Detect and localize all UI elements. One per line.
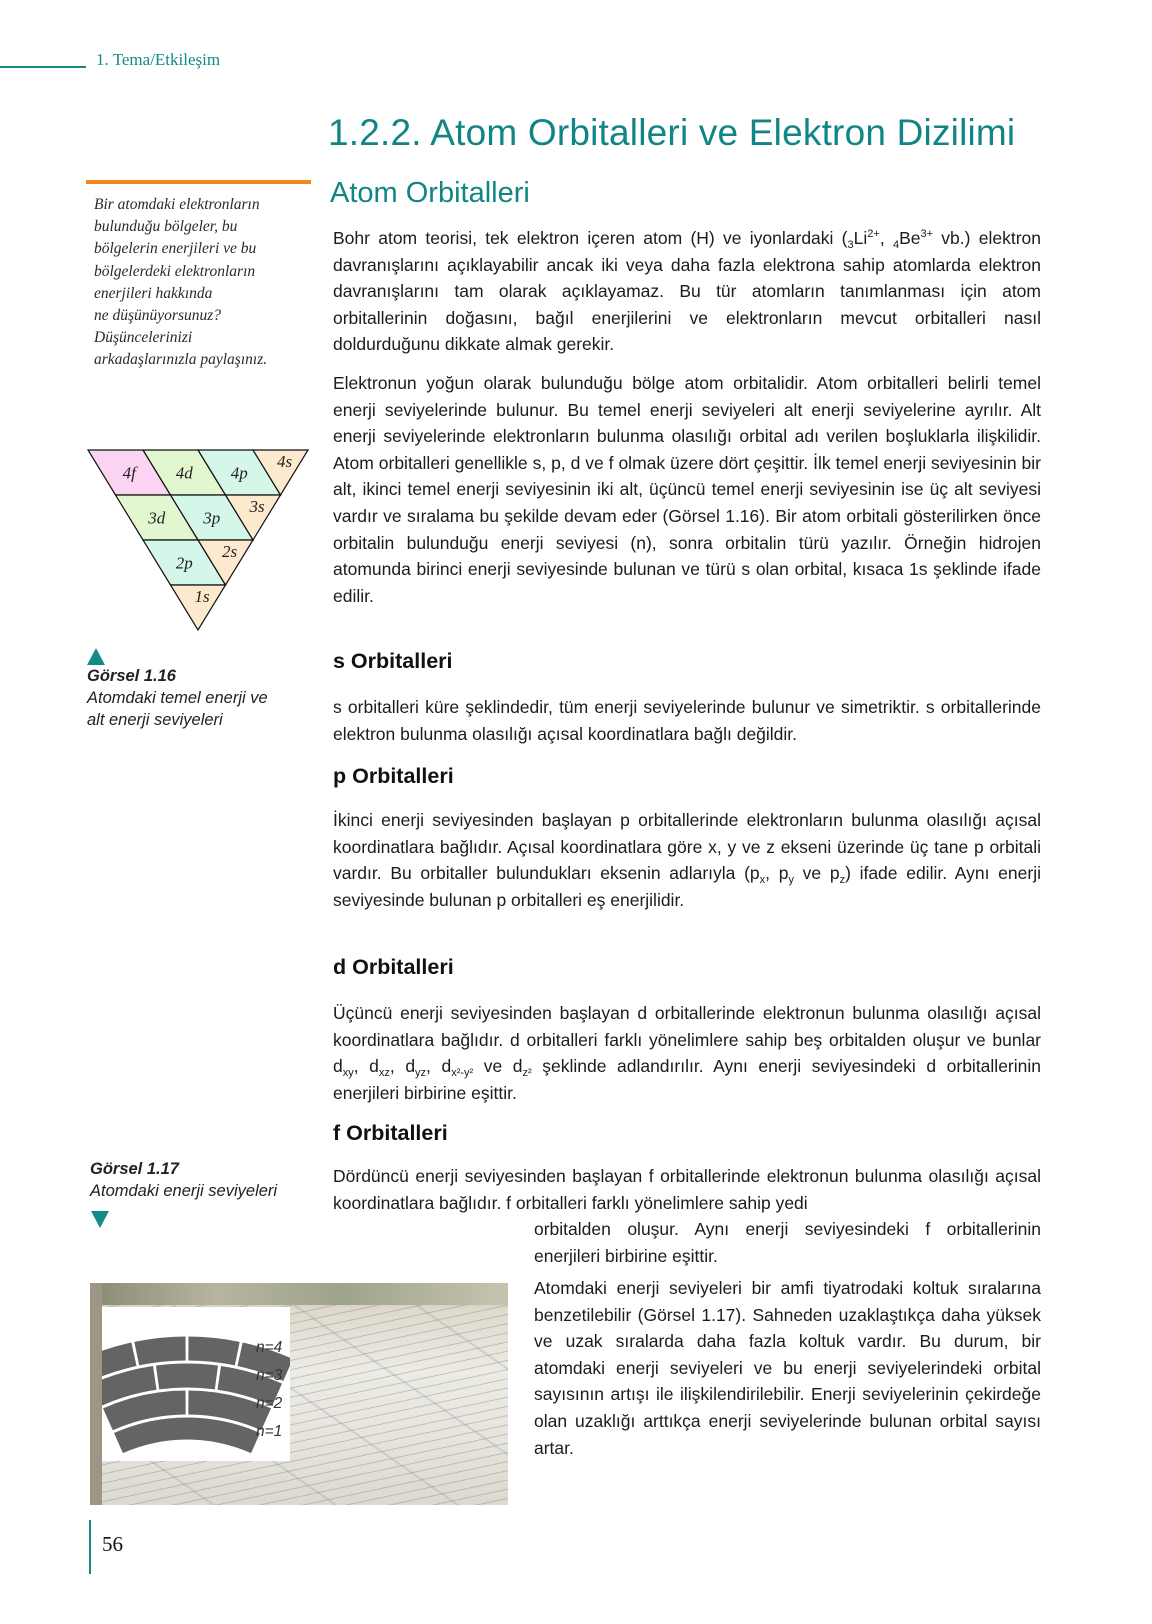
question-line: bölgelerdeki elektronların bbox=[94, 262, 256, 280]
caption-title: Görsel 1.17 bbox=[90, 1160, 179, 1178]
energy-level-inset bbox=[102, 1307, 290, 1461]
paragraph-text: s orbitalleri küre şeklindedir, tüm enerji seviyelerinde bulunur ve simetriktir. s orbitallerinde elektron bulunma olasılığı açısal koordinatlara bağlı değildir. bbox=[333, 697, 1041, 744]
section-title: Atom Orbitalleri bbox=[330, 177, 530, 209]
text: , bbox=[879, 228, 893, 248]
subscript: yz bbox=[415, 1067, 427, 1080]
question-line: Bir atomdaki elektronların bbox=[94, 196, 260, 213]
text: , bbox=[765, 863, 779, 884]
sublevel-label: 4p bbox=[230, 463, 248, 483]
figure-1-17-caption bbox=[90, 1158, 315, 1202]
seat-block bbox=[114, 1418, 260, 1454]
sublevel-label: 3p bbox=[203, 508, 221, 528]
question-rule bbox=[86, 180, 311, 184]
text: d bbox=[369, 1056, 379, 1077]
sidebar-question bbox=[94, 194, 314, 372]
energy-level-triangle bbox=[86, 448, 311, 633]
sublevel-label: 2s bbox=[221, 542, 238, 561]
text: Li bbox=[853, 228, 868, 248]
superscript: 2+ bbox=[867, 228, 880, 240]
text: Üçüncü enerji seviyesinden başlayan d orbitallerinde elektronun bulunma olasılığı açısal koordinatlara bağlıdır. d orbitalleri farklı yönelimlere sahip beş orbitalden oluşur ve bunlar bbox=[333, 1003, 1041, 1050]
sublevel-label: 2p bbox=[175, 553, 193, 573]
subscript: x²-y² bbox=[451, 1067, 474, 1080]
text: şeklinde adlandırılır. Aynı enerji seviyesindeki d orbitallerinin enerjileri birbirine eşittir. bbox=[333, 1056, 1041, 1103]
text: , bbox=[426, 1056, 442, 1077]
text: ) ifade edilir. Aynı enerji seviyesinde bulunan p orbitalleri eş enerjilidir. bbox=[333, 863, 1041, 910]
amphitheater-photo bbox=[90, 1283, 508, 1505]
text: Be bbox=[899, 228, 921, 248]
question-line: bölgelerin enerjileri ve bu bbox=[94, 240, 257, 258]
subscript: x bbox=[759, 874, 766, 887]
photo-background-top bbox=[90, 1283, 508, 1305]
question-line: bulunduğu bölgeler, bu bbox=[94, 218, 238, 236]
page-title: 1.2.2. Atom Orbitalleri ve Elektron Dizilimi bbox=[328, 112, 1016, 153]
subscript: 3 bbox=[847, 239, 854, 251]
level-label: n=4 bbox=[256, 1339, 283, 1356]
paragraph-f-orbitals-1 bbox=[333, 1163, 1041, 1216]
heading-d-orbitals: d Orbitalleri bbox=[333, 955, 454, 979]
question-line: enerjileri hakkında bbox=[94, 284, 213, 302]
figure-pointer-down-icon bbox=[91, 1211, 109, 1228]
paragraph-s-orbitals bbox=[333, 694, 1041, 747]
text: d bbox=[441, 1056, 452, 1077]
text: vb.) elektron davranışlarını açıklayabilir ancak iki veya daha fazla elektrona sahip atomlarda elektron davranışlarını tam olarak açıklayamaz. Bu tür atomların tanımlanması için atom orbitallerinin doğasını, bağıl enerjilerini ve elektronların mevcut orbitalleri nasıl doldurduğunu dikkate almak gerekir. bbox=[333, 228, 1041, 355]
caption-desc-line: alt enerji seviyeleri bbox=[87, 711, 223, 729]
header-rule bbox=[0, 66, 86, 68]
sublevel-label: 4f bbox=[122, 463, 136, 483]
heading-f-orbitals: f Orbitalleri bbox=[333, 1121, 448, 1145]
sublevel-label: 3s bbox=[249, 497, 265, 516]
figure-1-16-caption bbox=[87, 665, 302, 731]
subscript: xz bbox=[378, 1067, 390, 1080]
text: d bbox=[512, 1056, 523, 1077]
seat-block bbox=[134, 1337, 185, 1366]
question-line: Düşüncelerinizi bbox=[94, 329, 193, 347]
subscript: y bbox=[788, 874, 794, 887]
text: ve bbox=[473, 1056, 513, 1077]
sublevel-label: 1s bbox=[194, 587, 210, 606]
paragraph-d-orbitals bbox=[333, 1000, 1041, 1106]
text: d bbox=[405, 1056, 416, 1077]
text: Bohr atom teorisi, tek elektron içeren atom (H) ve iyonlardaki ( bbox=[333, 228, 848, 248]
text: İkinci enerji seviyesinden başlayan p orbitallerinde elektronların bulunma olasılığı açısal koordinatlara bağlıdır. Açısal koordinatlara göre x, y ve z ekseni üzerinde üç tane p orbitali vardır. Bu orbitaller bulundukları eksenin adlarıyla ( bbox=[333, 810, 1041, 884]
heading-s-orbitals: s Orbitalleri bbox=[333, 649, 453, 673]
text: , bbox=[389, 1056, 406, 1077]
text: , bbox=[353, 1056, 370, 1077]
heading-p-orbitals: p Orbitalleri bbox=[333, 764, 454, 788]
paragraph-text: Dördüncü enerji seviyesinden başlayan f orbitallerinde elektronun bulunma olasılığı açısal koordinatlara bağlıdır. f orbitalleri farklı yönelimlere sahip yedi bbox=[333, 1166, 1041, 1213]
sublevel-label: 4s bbox=[276, 452, 293, 471]
figure-pointer-up-icon bbox=[87, 648, 105, 665]
photo-background-left bbox=[90, 1283, 102, 1505]
footer-rule bbox=[89, 1520, 91, 1574]
running-title: 1. Tema/Etkileşim bbox=[96, 50, 221, 69]
text: p bbox=[778, 863, 789, 884]
paragraph-text: orbitalden oluşur. Aynı enerji seviyesindeki f orbitallerinin enerjileri birbirine eşittir. bbox=[534, 1219, 1041, 1266]
page-number: 56 bbox=[102, 1532, 123, 1556]
caption-desc-line: Atomdaki temel enerji ve bbox=[87, 689, 268, 707]
text: ve bbox=[793, 863, 830, 884]
level-label: n=2 bbox=[256, 1395, 283, 1412]
question-line: ne düşünüyorsunuz? bbox=[94, 307, 222, 325]
paragraph-p-orbitals bbox=[333, 807, 1041, 913]
subscript: z² bbox=[522, 1067, 532, 1080]
paragraph-orbitals bbox=[333, 370, 1041, 609]
text: d bbox=[333, 1056, 343, 1077]
text: p bbox=[749, 863, 760, 884]
sublevel-label: 3d bbox=[148, 508, 166, 528]
paragraph-text: Elektronun yoğun olarak bulunduğu bölge atom orbitalidir. Atom orbitalleri belirli temel enerji seviyelerinde bulunur. Bu temel enerji seviyeleri alt enerji seviyelerine ayrılır. Alt enerji seviyelerinde elektronların bulunma olasılığı orbital adı verilen boşluklarla ilişkilidir. Atom orbitalleri genellikle s, p, d ve f olmak üzere dört çeşittir. İlk temel enerji seviyesinin bir alt, ikinci temel enerji seviyesinin iki alt, üçüncü temel enerji seviyesinin ise üç alt seviyesi vardır ve sıralama bu şekilde devam eder (Görsel 1.16). Bir atom orbitali gösterilirken önce orbitalin bulunduğu enerji seviyesi (n), sonra orbitalin türü yazılır. Örneğin hidrojen atomunda birinci enerji seviyesinde bulunan ve türü s olan orbital, kısaca 1s şeklinde ifade edilir. bbox=[333, 373, 1041, 606]
seat-block bbox=[188, 1337, 239, 1366]
seat-block bbox=[156, 1364, 218, 1390]
subscript: z bbox=[839, 874, 846, 887]
subscript: 4 bbox=[892, 239, 900, 251]
question-line: arkadaşlarınızla paylaşınız. bbox=[94, 351, 268, 369]
paragraph-f-orbitals-2 bbox=[534, 1216, 1041, 1269]
superscript: 3+ bbox=[920, 228, 934, 240]
paragraph-text: Atomdaki enerji seviyeleri bir amfi tiyatrodaki koltuk sıralarına benzetilebilir (Görsel 1.17). Sahneden uzaklaştıkça daha yüksek ve uzak sıralarda daha fazla koltuk vardır. Bu durum, bir atomdaki enerji seviyeleri ve bu enerji seviyelerindeki orbital sayısının artışı ile ilişkilendirilebilir. Enerji seviyelerinin çekirdeğe olan uzaklığı arttıkça enerji seviyelerinde bulunan orbital sayısı artar. bbox=[534, 1278, 1041, 1458]
text: p bbox=[829, 863, 840, 884]
sublevel-label: 4d bbox=[175, 463, 193, 483]
subscript: xy bbox=[342, 1067, 354, 1080]
paragraph-amphitheater bbox=[534, 1275, 1041, 1461]
level-label: n=3 bbox=[256, 1367, 283, 1384]
level-label: n=1 bbox=[256, 1423, 283, 1440]
paragraph-intro bbox=[333, 225, 1041, 358]
caption-desc: Atomdaki enerji seviyeleri bbox=[90, 1182, 278, 1200]
caption-title: Görsel 1.16 bbox=[87, 667, 176, 685]
